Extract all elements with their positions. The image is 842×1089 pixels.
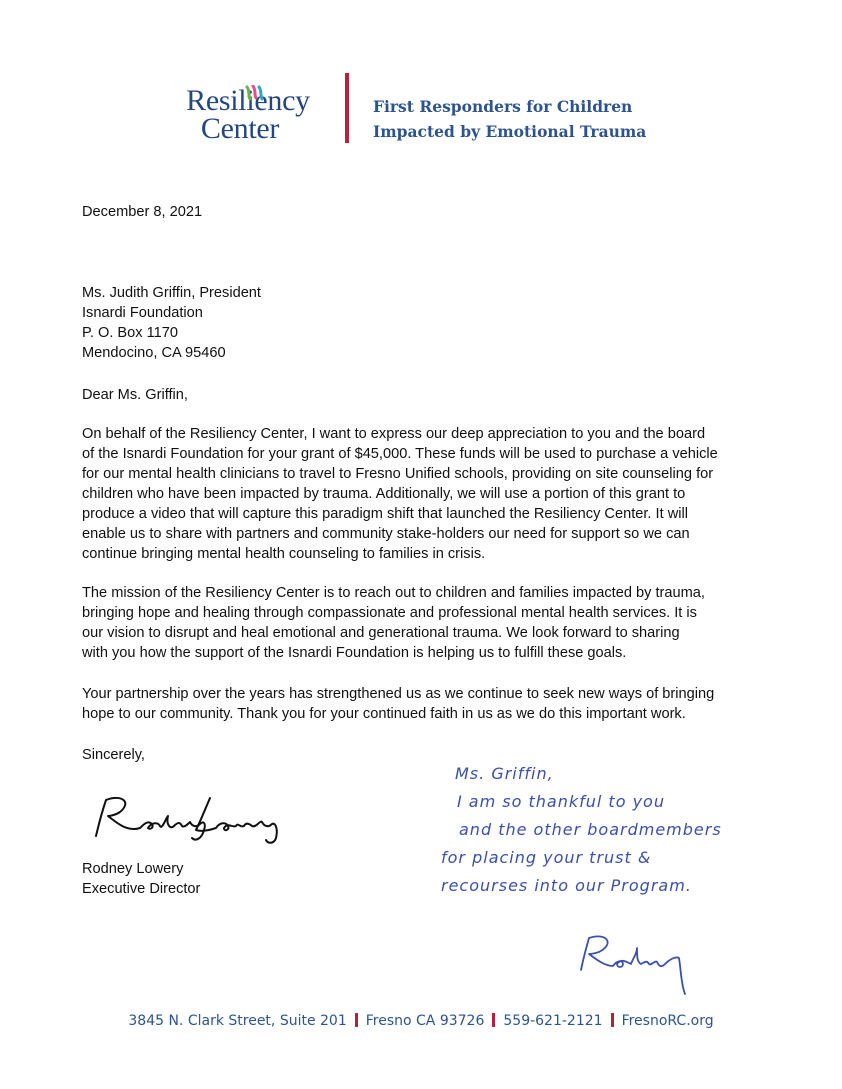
note-line: Ms. Griffin, [455,764,554,783]
handwritten-note [441,760,842,900]
signer-name: Rodney Lowery [82,861,184,877]
paragraph-line: On behalf of the Resiliency Center, I want to express our deep appreciation to you and the board [82,426,706,442]
tagline-line2: Impacted by Emotional Trauma [373,122,647,141]
footer-address: 3845 N. Clark Street, Suite 201 [128,1013,347,1029]
paragraph-line: children who have been impacted by trauma. Additionally, we will use a portion of this grant to [82,486,686,502]
body-paragraph-2 [82,583,772,663]
note-line: recourses into our Program. [441,876,692,895]
recipient-line: Isnardi Foundation [82,305,203,321]
signer-title: Executive Director [82,881,201,897]
logo-color-mark-icon [244,85,264,113]
body-paragraph-3 [82,684,772,724]
closing: Sincerely, [82,747,145,763]
paragraph-line: enable us to share with partners and community stake-holders our need for support so we can [82,526,690,542]
logo-wordmark-line1: Resiliency [186,84,310,117]
footer-city: Fresno CA 93726 [365,1013,485,1029]
footer-separator [611,1013,614,1027]
note-line: for placing your trust & [441,848,652,867]
letterhead-divider [345,73,349,143]
paragraph-line: with you how the support of the Isnardi Foundation is helping us to fulfill these goals. [82,645,627,661]
footer-separator [492,1013,495,1027]
footer-separator [355,1013,358,1027]
footer-website: FresnoRC.org [621,1013,714,1029]
letter-date: December 8, 2021 [82,204,203,220]
paragraph-line: hope to our community. Thank you for your continued faith in us as we do this important work. [82,706,686,722]
paragraph-line: of the Isnardi Foundation for your grant of $45,000. These funds will be used to purchase a vehicle [82,446,718,462]
logo-wordmark-line2: Center [200,112,280,145]
footer-phone: 559-621-2121 [503,1013,603,1029]
recipient-line: P. O. Box 1170 [82,325,179,341]
paragraph-line: continue bringing mental health counseling to families in crisis. [82,546,486,562]
paragraph-line: produce a video that will capture this paradigm shift that launched the Resiliency Center. It will [82,506,688,522]
letterhead-footer [0,1013,842,1029]
paragraph-line: for our mental health clinicians to travel to Fresno Unified schools, providing on site counseling for [82,466,714,482]
tagline-line1: First Responders for Children [373,97,633,116]
body-paragraph-1 [82,424,772,564]
paragraph-line: The mission of the Resiliency Center is to reach out to children and families impacted by trauma, [82,585,705,601]
note-signature-image [575,930,695,1000]
paragraph-line: bringing hope and healing through compassionate and professional mental health services. It is [82,605,697,621]
paragraph-line: Your partnership over the years has strengthened us as we continue to seek new ways of bringing [82,686,715,702]
recipient-line: Mendocino, CA 95460 [82,345,226,361]
salutation: Dear Ms. Griffin, [82,387,188,403]
recipient-line: Ms. Judith Griffin, President [82,285,261,301]
note-line: and the other boardmembers [459,820,722,839]
paragraph-line: our vision to disrupt and heal emotional and generational trauma. We look forward to sharing [82,625,680,641]
signature-image [92,788,292,848]
note-line: I am so thankful to you [457,792,665,811]
